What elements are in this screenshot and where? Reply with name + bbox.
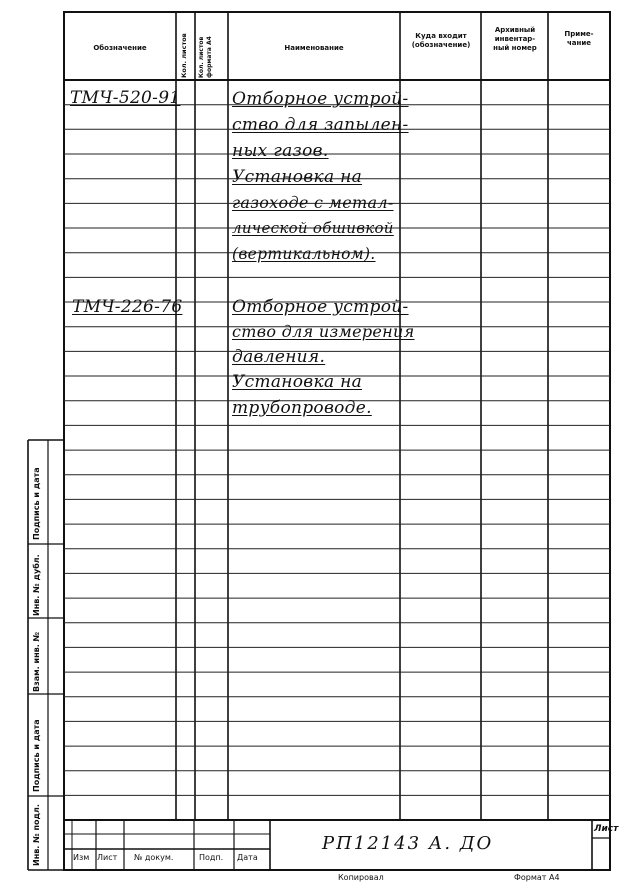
side-label-inv-dup: Инв. № дубл. <box>32 554 41 616</box>
entry-designation: ТМЧ-226-76 <box>72 297 183 317</box>
side-label-sign-date: Подпись и дата <box>32 467 41 540</box>
header-sheets-a4: Кол. листов формата А4 <box>198 36 213 78</box>
entry-name-line: Установка на <box>232 372 363 392</box>
header-note-line2: чание <box>566 39 592 47</box>
entry-name-line: трубопроводе. <box>232 398 372 418</box>
header-name: Наименование <box>284 44 344 52</box>
stamp-sign: Подп. <box>199 853 224 862</box>
side-label-replaced-inv: Взам. инв. № <box>32 631 41 692</box>
entry-name-line: давления. <box>232 347 326 367</box>
entry-designation: ТМЧ-520-91 <box>70 88 181 108</box>
header-where-used <box>401 32 481 50</box>
header-note <box>549 30 609 48</box>
header-archive-line3: ный номер <box>493 44 537 52</box>
header-designation: Обозначение <box>93 44 147 52</box>
header-archive-line1: Архивный <box>494 26 536 34</box>
stamp-sheet-label: Лист <box>594 824 619 834</box>
header-note-line1: Приме- <box>564 30 594 38</box>
side-label-sign-date: Подпись и дата <box>32 719 41 792</box>
header-where-used-line2: (обозначение) <box>411 41 471 49</box>
entry-name-line: ство для запылен- <box>232 115 409 135</box>
entry-name-line: лической обшивкой <box>232 219 394 237</box>
entry-name-line: Установка на <box>232 167 363 187</box>
entry-name-line: ство для измерения <box>232 322 415 341</box>
stamp-copied: Копировал <box>338 873 384 882</box>
stamp-izm: Изм <box>73 853 90 862</box>
entry-name-line: ных газов. <box>232 141 329 161</box>
stamp-list: Лист <box>97 853 118 862</box>
stamp-date: Дата <box>237 853 258 862</box>
header-sheets-count: Кол. листов <box>180 33 188 78</box>
entry-name-line: (вертикальном). <box>232 245 376 263</box>
document-code: РП12143 А. ДО <box>322 833 494 854</box>
entry-name-line: Отборное устрой- <box>232 89 409 109</box>
header-archive <box>482 26 548 53</box>
entry-name-line: Отборное устрой- <box>232 297 409 317</box>
stamp-format: Формат А4 <box>514 873 560 882</box>
header-archive-line2: инвентар- <box>494 35 536 43</box>
stamp-doc-no: № докум. <box>134 853 174 862</box>
header-where-used-line1: Куда входит <box>415 32 467 40</box>
side-label-inv-orig: Инв. № подл. <box>32 804 41 866</box>
entry-name-line: газоходе с метал- <box>232 193 394 212</box>
